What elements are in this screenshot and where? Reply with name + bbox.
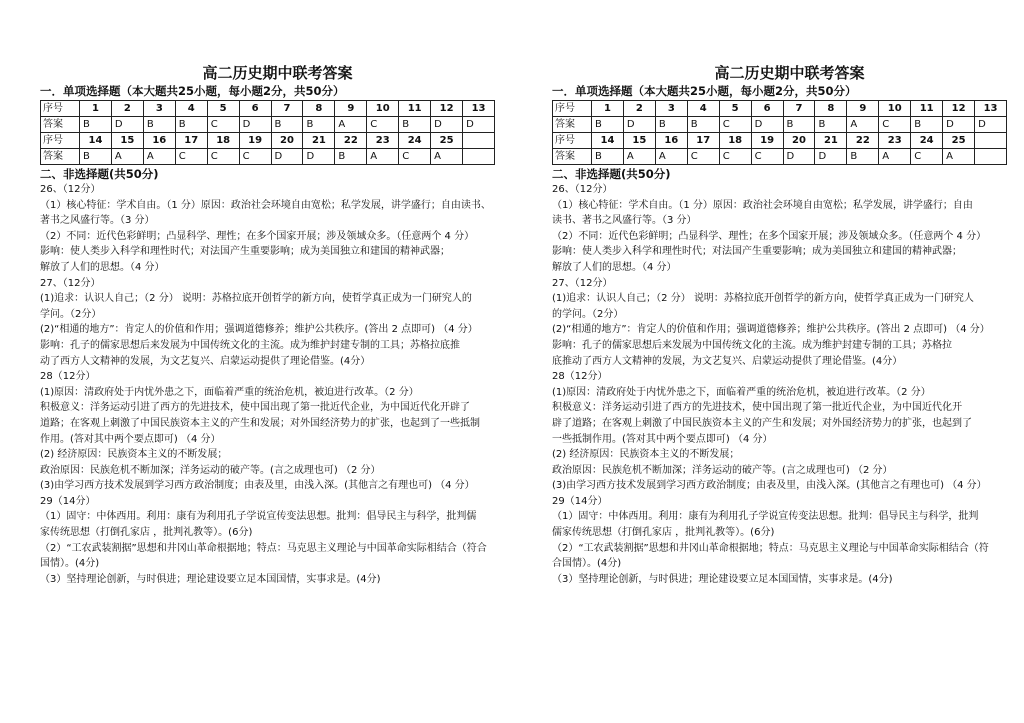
answer-table [552,100,1007,165]
answer-cell: C [175,149,207,165]
question-number-cell: 12 [431,101,463,117]
answer-cell: B [335,149,367,165]
answer-cell: D [751,117,783,133]
answer-line: 合国情）。(4分) [552,558,622,570]
answer-line: 儒家传统思想（打倒孔家店 ，批判礼教等）。(6分) [552,527,775,539]
answer-line: (2) 经济原因：民族资本主义的不断发展； [552,449,740,461]
answer-line: 积极意义：洋务运动引进了西方的先进技术，使中国出现了第一批近代企业，为中国近代化开辟了 [40,402,470,414]
question-number-cell: 4 [687,101,719,117]
question-number-cell: 16 [655,133,687,149]
answer-line: (2)“相通的地方”：肯定人的价值和作用；强调道德修养；维护公共秩序。(答出 2 点即可) （4 分） [40,324,478,336]
answer-cell: A [943,149,975,165]
question-number-cell: 8 [815,101,847,117]
header-label: 序号 [553,133,592,149]
answer-line: (1)追求：认识人自己；（2 分） 说明：苏格拉底开创哲学的新方向，使哲学真正成为一门研究人 [552,293,974,305]
answer-line: （2）“工农武装割据”思想和井冈山革命根据地；特点：马克思主义理论与中国革命实际相结合（符合 [40,542,487,554]
section1-heading: 一．单项选择题（本大题共25小题，每小题2分，共50分） [40,84,345,98]
answer-cell: C [879,117,911,133]
answer-cell: B [143,117,175,133]
question-number-cell: 11 [399,101,431,117]
answer-cell: B [271,117,303,133]
table-row-answers-2 [553,149,1007,165]
answer-line: （2）不同：近代色彩鲜明；凸显科学、理性；在多个国家开展；涉及领域众多。（任意两个 4 分） [40,230,475,242]
section2-heading: 二、非选择题(共50分) [40,167,159,181]
answer-cell: C [207,117,239,133]
answer-cell: A [623,149,655,165]
question-number-cell: 21 [303,133,335,149]
question-number-cell: 3 [143,101,175,117]
answer-line: (3)由学习西方技术发展到学习西方政治制度；由表及里，由浅入深。(其他言之有理也可) （4 分） [40,480,475,492]
answer-cell: B [847,149,879,165]
answer-cell: B [592,117,624,133]
answer-cell: A [847,117,879,133]
answer-cell: C [687,149,719,165]
answer-line: 影响：使人类步入科学和理性时代；对法国产生重要影响；成为美国独立和建国的精神武器； [552,246,962,258]
answer-line: 解放了人们的思想。（4 分） [40,261,165,273]
answer-cell: D [975,117,1007,133]
table-row-numbers-1 [41,101,495,117]
answer-line: （1）固守：中体西用。利用：康有为利用孔子学说宣传变法思想。批判：倡导民主与科学，批判 [552,511,979,523]
answer-line: (2)“相通的地方”：肯定人的价值和作用；强调道德修养；维护公共秩序。(答出 2 点即可) （4 分） [552,324,990,336]
table-row-numbers-2 [41,133,495,149]
table-row-answers-2 [41,149,495,165]
question-number-cell: 23 [367,133,399,149]
answer-line: （2）不同：近代色彩鲜明；凸显科学、理性；在多个国家开展；涉及领域众多。（任意两个 4 分） [552,230,987,242]
question-number-cell: 11 [911,101,943,117]
question-number-cell: 15 [111,133,143,149]
answer-line: 28（12分） [40,371,96,383]
answer-label: 答案 [41,117,80,133]
question-number-cell: 22 [847,133,879,149]
answer-cell: A [111,149,143,165]
answer-line: 26、（12分） [40,184,101,195]
answer-line: 影响：使人类步入科学和理性时代；对法国产生重要影响；成为美国独立和建国的精神武器； [40,246,450,258]
header-label: 序号 [553,101,592,117]
answer-line: (1)追求：认识人自己；（2 分） 说明：苏格拉底开创哲学的新方向，使哲学真正成为一门研究人的 [40,293,472,305]
section1-heading: 一．单项选择题（本大题共25小题，每小题2分，共50分） [552,84,857,98]
answer-table [40,100,495,165]
answer-line: 著书之风盛行等。（3 分） [40,215,155,227]
answer-line: 解放了人们的思想。（4 分） [552,261,677,273]
page-title: 高二历史期中联考答案 [714,64,865,82]
answer-line: (1)原因：清政府处于内忧外患之下，面临着严重的统治危机，被迫进行改革。（2 分） [40,386,419,398]
answer-label: 答案 [553,149,592,165]
answer-label: 答案 [41,149,80,165]
answer-line: 学问。（2分） [40,308,102,320]
question-number-cell: 22 [335,133,367,149]
answer-cell: D [303,149,335,165]
question-number-cell: 20 [783,133,815,149]
question-number-cell: 7 [783,101,815,117]
question-number-cell: 24 [399,133,431,149]
answer-line: 底推动了西方人文精神的发展，为文艺复兴、启蒙运动提供了理论借鉴。(4分） [552,355,903,367]
answer-cell: C [719,117,751,133]
answer-line: 28（12分） [552,371,608,383]
answer-line: (2) 经济原因：民族资本主义的不断发展； [40,449,228,461]
answer-line: 26、（12分） [552,184,613,195]
question-number-cell: 6 [751,101,783,117]
answer-cell: A [143,149,175,165]
question-number-cell: 25 [431,133,463,149]
answer-cell: C [751,149,783,165]
answer-cell: B [687,117,719,133]
answer-body [552,182,1007,587]
answer-cell: C [239,149,271,165]
answer-cell: C [367,117,399,133]
question-number-cell: 9 [335,101,367,117]
answer-line: 政治原因：民族危机不断加深；洋务运动的破产等。(言之成理也可) （2 分） [40,464,381,476]
question-number-cell: 21 [815,133,847,149]
answer-cell: D [111,117,143,133]
question-number-cell: 17 [687,133,719,149]
header-label: 序号 [41,101,80,117]
question-number-cell: 7 [271,101,303,117]
answer-line: 家传统思想（打倒孔家店 ，批判礼教等）。(6分) [40,527,253,539]
answer-cell: C [207,149,239,165]
table-row-answers-1 [553,117,1007,133]
answer-line: （3）坚持理论创新，与时俱进；理论建设要立足本国国情，实事求是。(4分) [552,573,893,585]
question-number-cell: 13 [975,101,1007,117]
question-number-cell: 15 [623,133,655,149]
question-number-cell: 23 [879,133,911,149]
question-number-cell: 3 [655,101,687,117]
answer-cell [975,149,1007,165]
question-number-cell: 14 [80,133,112,149]
question-number-cell: 19 [239,133,271,149]
table-row-numbers-1 [553,101,1007,117]
answer-line: 辟了道路；在客观上刺激了中国民族资本主义的产生和发展；对外国经济势力的扩张，也起到了 [552,417,972,429]
answer-line: 29（14分） [552,495,608,507]
answer-line: 影响：孔子的儒家思想后来发展为中国传统文化的主流。成为维护封建专制的工具；苏格拉 [552,339,952,351]
question-number-cell: 24 [911,133,943,149]
answer-cell: D [463,117,495,133]
question-number-cell: 5 [719,101,751,117]
question-number-cell: 17 [175,133,207,149]
answer-line: 动了西方人文精神的发展，为文艺复兴、启蒙运动提供了理论借鉴。(4分） [40,355,371,367]
question-number-cell: 1 [592,101,624,117]
answer-line: 29（14分） [40,495,96,507]
answer-cell: D [271,149,303,165]
question-number-cell: 19 [751,133,783,149]
answer-line: 影响：孔子的儒家思想后来发展为中国传统文化的主流。成为维护封建专制的工具；苏格拉底推 [40,339,460,351]
answer-cell: B [911,117,943,133]
question-number-cell: 6 [239,101,271,117]
answer-label: 答案 [553,117,592,133]
question-number-cell: 9 [847,101,879,117]
question-number-cell: 1 [80,101,112,117]
answer-cell [463,149,495,165]
question-number-cell: 10 [879,101,911,117]
section2-heading: 二、非选择题(共50分) [552,167,671,181]
answer-cell: B [655,117,687,133]
answer-cell: D [239,117,271,133]
answer-cell: B [80,149,112,165]
table-row-numbers-2 [553,133,1007,149]
answer-cell: D [431,117,463,133]
answer-cell: C [399,149,431,165]
answer-cell: B [303,117,335,133]
answer-cell: C [719,149,751,165]
answer-line: 27、（12分） [552,277,613,289]
header-label: 序号 [41,133,80,149]
table-row-answers-1 [41,117,495,133]
answer-line: （1）核心特征：学术自由。（1 分）原因：政治社会环境自由宽松；私学发展，讲学盛行；自由读书、 [40,199,491,211]
answer-cell: D [783,149,815,165]
answer-line: 道路；在客观上刺激了中国民族资本主义的产生和发展；对外国经济势力的扩张，也起到了一些抵制 [40,417,480,429]
right-column [552,62,1007,587]
answer-cell: A [879,149,911,165]
answer-cell: B [80,117,112,133]
answer-line: 作用。(答对其中两个要点即可) （4 分） [40,433,221,445]
question-number-cell: 20 [271,133,303,149]
answer-cell: D [943,117,975,133]
page-title: 高二历史期中联考答案 [202,64,353,82]
answer-cell: B [592,149,624,165]
left-column [40,62,495,587]
answer-line: 积极意义：洋务运动引进了西方的先进技术，使中国出现了第一批近代企业，为中国近代化开 [552,402,962,414]
answer-cell: A [431,149,463,165]
answer-line: （2）“工农武装割据”思想和井冈山革命根据地；特点：马克思主义理论与中国革命实际相结合（符 [552,542,989,554]
answer-cell: A [335,117,367,133]
question-number-cell: 5 [207,101,239,117]
answer-line: （1）核心特征：学术自由。（1 分）原因：政治社会环境自由宽松；私学发展，讲学盛行；自由 [552,199,973,211]
answer-cell: A [367,149,399,165]
answer-cell: D [815,149,847,165]
question-number-cell: 10 [367,101,399,117]
question-number-cell: 18 [719,133,751,149]
question-number-cell: 16 [143,133,175,149]
answer-line: (3)由学习西方技术发展到学习西方政治制度；由表及里，由浅入深。(其他言之有理也可) （4 分） [552,480,987,492]
answer-line: （1）固守：中体西用。利用：康有为利用孔子学说宣传变法思想。批判：倡导民主与科学，批判儒 [40,511,477,523]
question-number-cell: 25 [943,133,975,149]
question-number-cell [463,133,495,149]
answer-line: 一些抵制作用。(答对其中两个要点即可) （4 分） [552,433,773,445]
answer-cell: B [783,117,815,133]
answer-body [40,182,495,587]
answer-cell: D [623,117,655,133]
answer-line: 国情）。(4分) [40,558,100,570]
question-number-cell: 2 [623,101,655,117]
answer-cell: A [655,149,687,165]
question-number-cell: 12 [943,101,975,117]
question-number-cell: 14 [592,133,624,149]
answer-cell: B [399,117,431,133]
answer-cell: B [175,117,207,133]
question-number-cell [975,133,1007,149]
answer-cell: C [911,149,943,165]
question-number-cell: 18 [207,133,239,149]
answer-line: 读书、著书之风盛行等。（3 分） [552,215,697,227]
answer-line: (1)原因：清政府处于内忧外患之下，面临着严重的统治危机，被迫进行改革。（2 分） [552,386,931,398]
question-number-cell: 13 [463,101,495,117]
question-number-cell: 8 [303,101,335,117]
answer-line: 政治原因：民族危机不断加深；洋务运动的破产等。(言之成理也可) （2 分） [552,464,893,476]
answer-line: 27、（12分） [40,277,101,289]
answer-cell: B [815,117,847,133]
answer-line: （3）坚持理论创新，与时俱进；理论建设要立足本国国情，实事求是。(4分) [40,573,381,585]
question-number-cell: 4 [175,101,207,117]
answer-line: 的学问。（2分） [552,308,624,320]
question-number-cell: 2 [111,101,143,117]
